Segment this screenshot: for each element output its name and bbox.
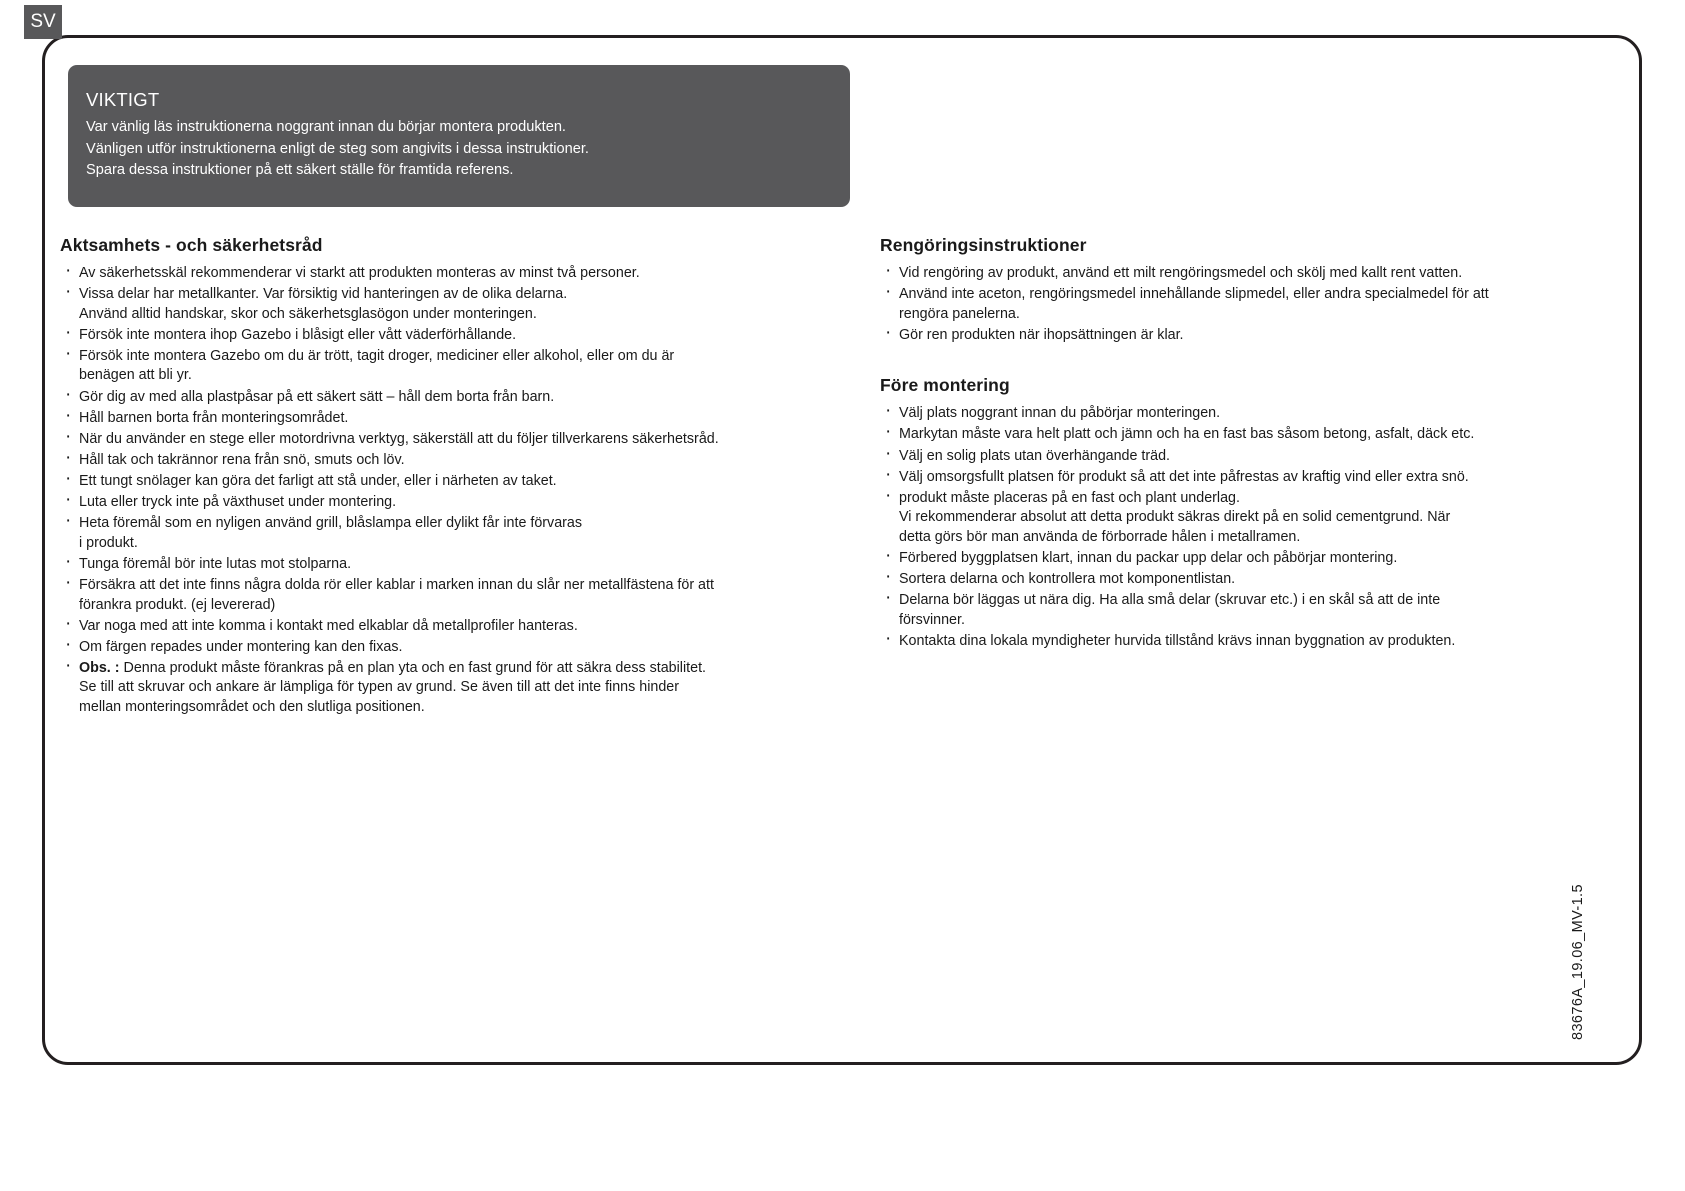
list-item <box>60 264 830 284</box>
list-item <box>60 617 830 637</box>
list-item <box>60 388 830 408</box>
list-item-text: Luta eller tryck inte på växthuset under montering. <box>79 494 397 511</box>
list-item <box>60 409 830 429</box>
list-item-text: Var noga med att inte komma i kontakt med elkablar då metallprofiler hanteras. <box>79 617 578 634</box>
list-item-text: Gör ren produkten när ihopsättningen är klar. <box>899 326 1184 343</box>
list-item-subtext: Vi rekommenderar absolut att detta produkt säkras direkt på en solid cementgrund. När <box>899 509 1451 526</box>
safety-list <box>60 264 830 718</box>
note-prefix: Obs. : <box>79 659 120 676</box>
list-item-text: Heta föremål som en nyligen använd grill, blåslampa eller dylikt får inte förvaras <box>79 515 583 532</box>
list-item-text: Gör dig av med alla plastpåsar på ett säkert sätt – håll dem borta från barn. <box>79 388 555 405</box>
important-line-1: Var vänlig läs instruktionerna noggrant innan du börjar montera produkten. <box>86 119 566 135</box>
list-item-subtext: försvinner. <box>899 611 965 628</box>
list-item-text: Försök inte montera ihop Gazebo i blåsigt eller vått väderförhållande. <box>79 326 517 343</box>
list-item-subtext-2: mellan monteringsområdet och den slutliga positionen. <box>79 698 425 715</box>
list-item-subtext: Se till att skruvar och ankare är lämpliga för typen av grund. Se även till att det inte finns hinder <box>79 679 679 696</box>
list-item <box>60 347 830 386</box>
list-item-text: Välj en solig plats utan överhängande träd. <box>899 447 1171 464</box>
cleaning-and-preparation-column <box>880 235 1600 653</box>
list-item <box>880 468 1600 488</box>
list-item <box>880 425 1600 445</box>
list-item-text: Välj omsorgsfullt platsen för produkt så att det inte påfrestas av kraftig vind eller extra snö. <box>899 468 1469 485</box>
list-item-text: Av säkerhetsskäl rekommenderar vi starkt att produkten monteras av minst två personer. <box>79 265 640 281</box>
safety-heading: Aktsamhets - och säkerhetsråd <box>60 235 323 255</box>
list-item <box>60 638 830 658</box>
list-item-text: Vid rengöring av produkt, använd ett milt rengöringsmedel och skölj med kallt rent vatten. <box>899 265 1463 281</box>
cleaning-list <box>880 264 1600 345</box>
list-item-subtext-2: detta görs bör man använda de förborrade hålen i metallramen. <box>899 528 1301 545</box>
list-item <box>60 451 830 471</box>
before-assembly-list <box>880 404 1600 651</box>
list-item-text: Förbered byggplatsen klart, innan du packar upp delar och påbörjar montering. <box>899 550 1398 567</box>
list-item-subtext: förankra produkt. (ej levererad) <box>79 596 276 613</box>
list-item <box>60 493 830 513</box>
list-item <box>60 326 830 346</box>
list-item <box>60 514 830 553</box>
list-item-text: Försäkra att det inte finns några dolda rör eller kablar i marken innan du slår ner metallfästena för att <box>79 576 714 593</box>
important-title: VIKTIGT <box>86 89 160 110</box>
list-item-text: Ett tungt snölager kan göra det farligt att stå under, eller i närheten av taket. <box>79 472 557 489</box>
list-item-subtext: Använd alltid handskar, skor och säkerhetsglasögon under monteringen. <box>79 305 537 322</box>
list-item-text: Tunga föremål bör inte lutas mot stolparna. <box>79 555 352 572</box>
list-item <box>880 591 1600 630</box>
list-item <box>880 489 1600 548</box>
list-item <box>60 430 830 450</box>
list-item-text: Vissa delar har metallkanter. Var försiktig vid hanteringen av de olika delarna. <box>79 286 568 303</box>
list-item <box>880 264 1600 284</box>
list-item-text: Kontakta dina lokala myndigheter hurvida tillstånd krävs innan byggnation av produkten. <box>899 632 1456 649</box>
list-item <box>880 447 1600 467</box>
important-notice-box <box>68 65 850 207</box>
document-code: 83676A_19.06_MV-1.5 <box>1570 884 1586 1040</box>
language-tag: SV <box>24 5 62 39</box>
list-item-subtext: i produkt. <box>79 534 138 551</box>
list-item-text: Delarna bör läggas ut nära dig. Ha alla små delar (skruvar etc.) i en skål så att de inte <box>899 592 1441 609</box>
list-item-text: Försök inte montera Gazebo om du är trött, tagit droger, mediciner eller alkohol, eller om du är <box>79 347 675 364</box>
list-item-text: Om färgen repades under montering kan den fixas. <box>79 638 403 655</box>
list-item-subtext: rengöra panelerna. <box>899 305 1020 322</box>
safety-column <box>60 235 830 719</box>
list-item <box>60 555 830 575</box>
list-item-text: Denna produkt måste förankras på en plan yta och en fast grund för att säkra dess stabilitet. <box>119 659 707 676</box>
list-item <box>880 326 1600 346</box>
list-item-text: När du använder en stege eller motordrivna verktyg, säkerställ att du följer tillverkarens säkerhetsråd. <box>79 430 719 447</box>
list-item-text: Sortera delarna och kontrollera mot komponentlistan. <box>899 571 1236 588</box>
list-item-text: Håll tak och takrännor rena från snö, smuts och löv. <box>79 451 405 468</box>
important-line-3: Spara dessa instruktioner på ett säkert ställe för framtida referens. <box>86 162 514 178</box>
list-item-text: Håll barnen borta från monteringsområdet. <box>79 409 349 426</box>
list-item <box>880 404 1600 424</box>
list-item-text: produkt måste placeras på en fast och plant underlag. <box>899 489 1240 506</box>
before-assembly-heading: Före montering <box>880 375 1010 396</box>
list-item-text: Välj plats noggrant innan du påbörjar monteringen. <box>899 405 1221 422</box>
list-item-note <box>60 659 830 718</box>
list-item <box>60 472 830 492</box>
list-item <box>60 285 830 324</box>
list-item <box>880 285 1600 324</box>
list-item <box>880 570 1600 590</box>
list-item <box>60 576 830 615</box>
list-item <box>880 632 1600 652</box>
list-item-subtext: benägen att bli yr. <box>79 367 192 384</box>
important-line-2: Vänligen utför instruktionerna enligt de steg som angivits i dessa instruktioner. <box>86 140 589 157</box>
list-item-text: Markytan måste vara helt platt och jämn och ha en fast bas såsom betong, asfalt, däck etc. <box>899 426 1475 443</box>
list-item <box>880 549 1600 569</box>
list-item-text: Använd inte aceton, rengöringsmedel innehållande slipmedel, eller andra specialmedel för att <box>899 286 1489 303</box>
document-code-area <box>1570 860 1594 1040</box>
cleaning-heading: Rengöringsinstruktioner <box>880 235 1087 255</box>
